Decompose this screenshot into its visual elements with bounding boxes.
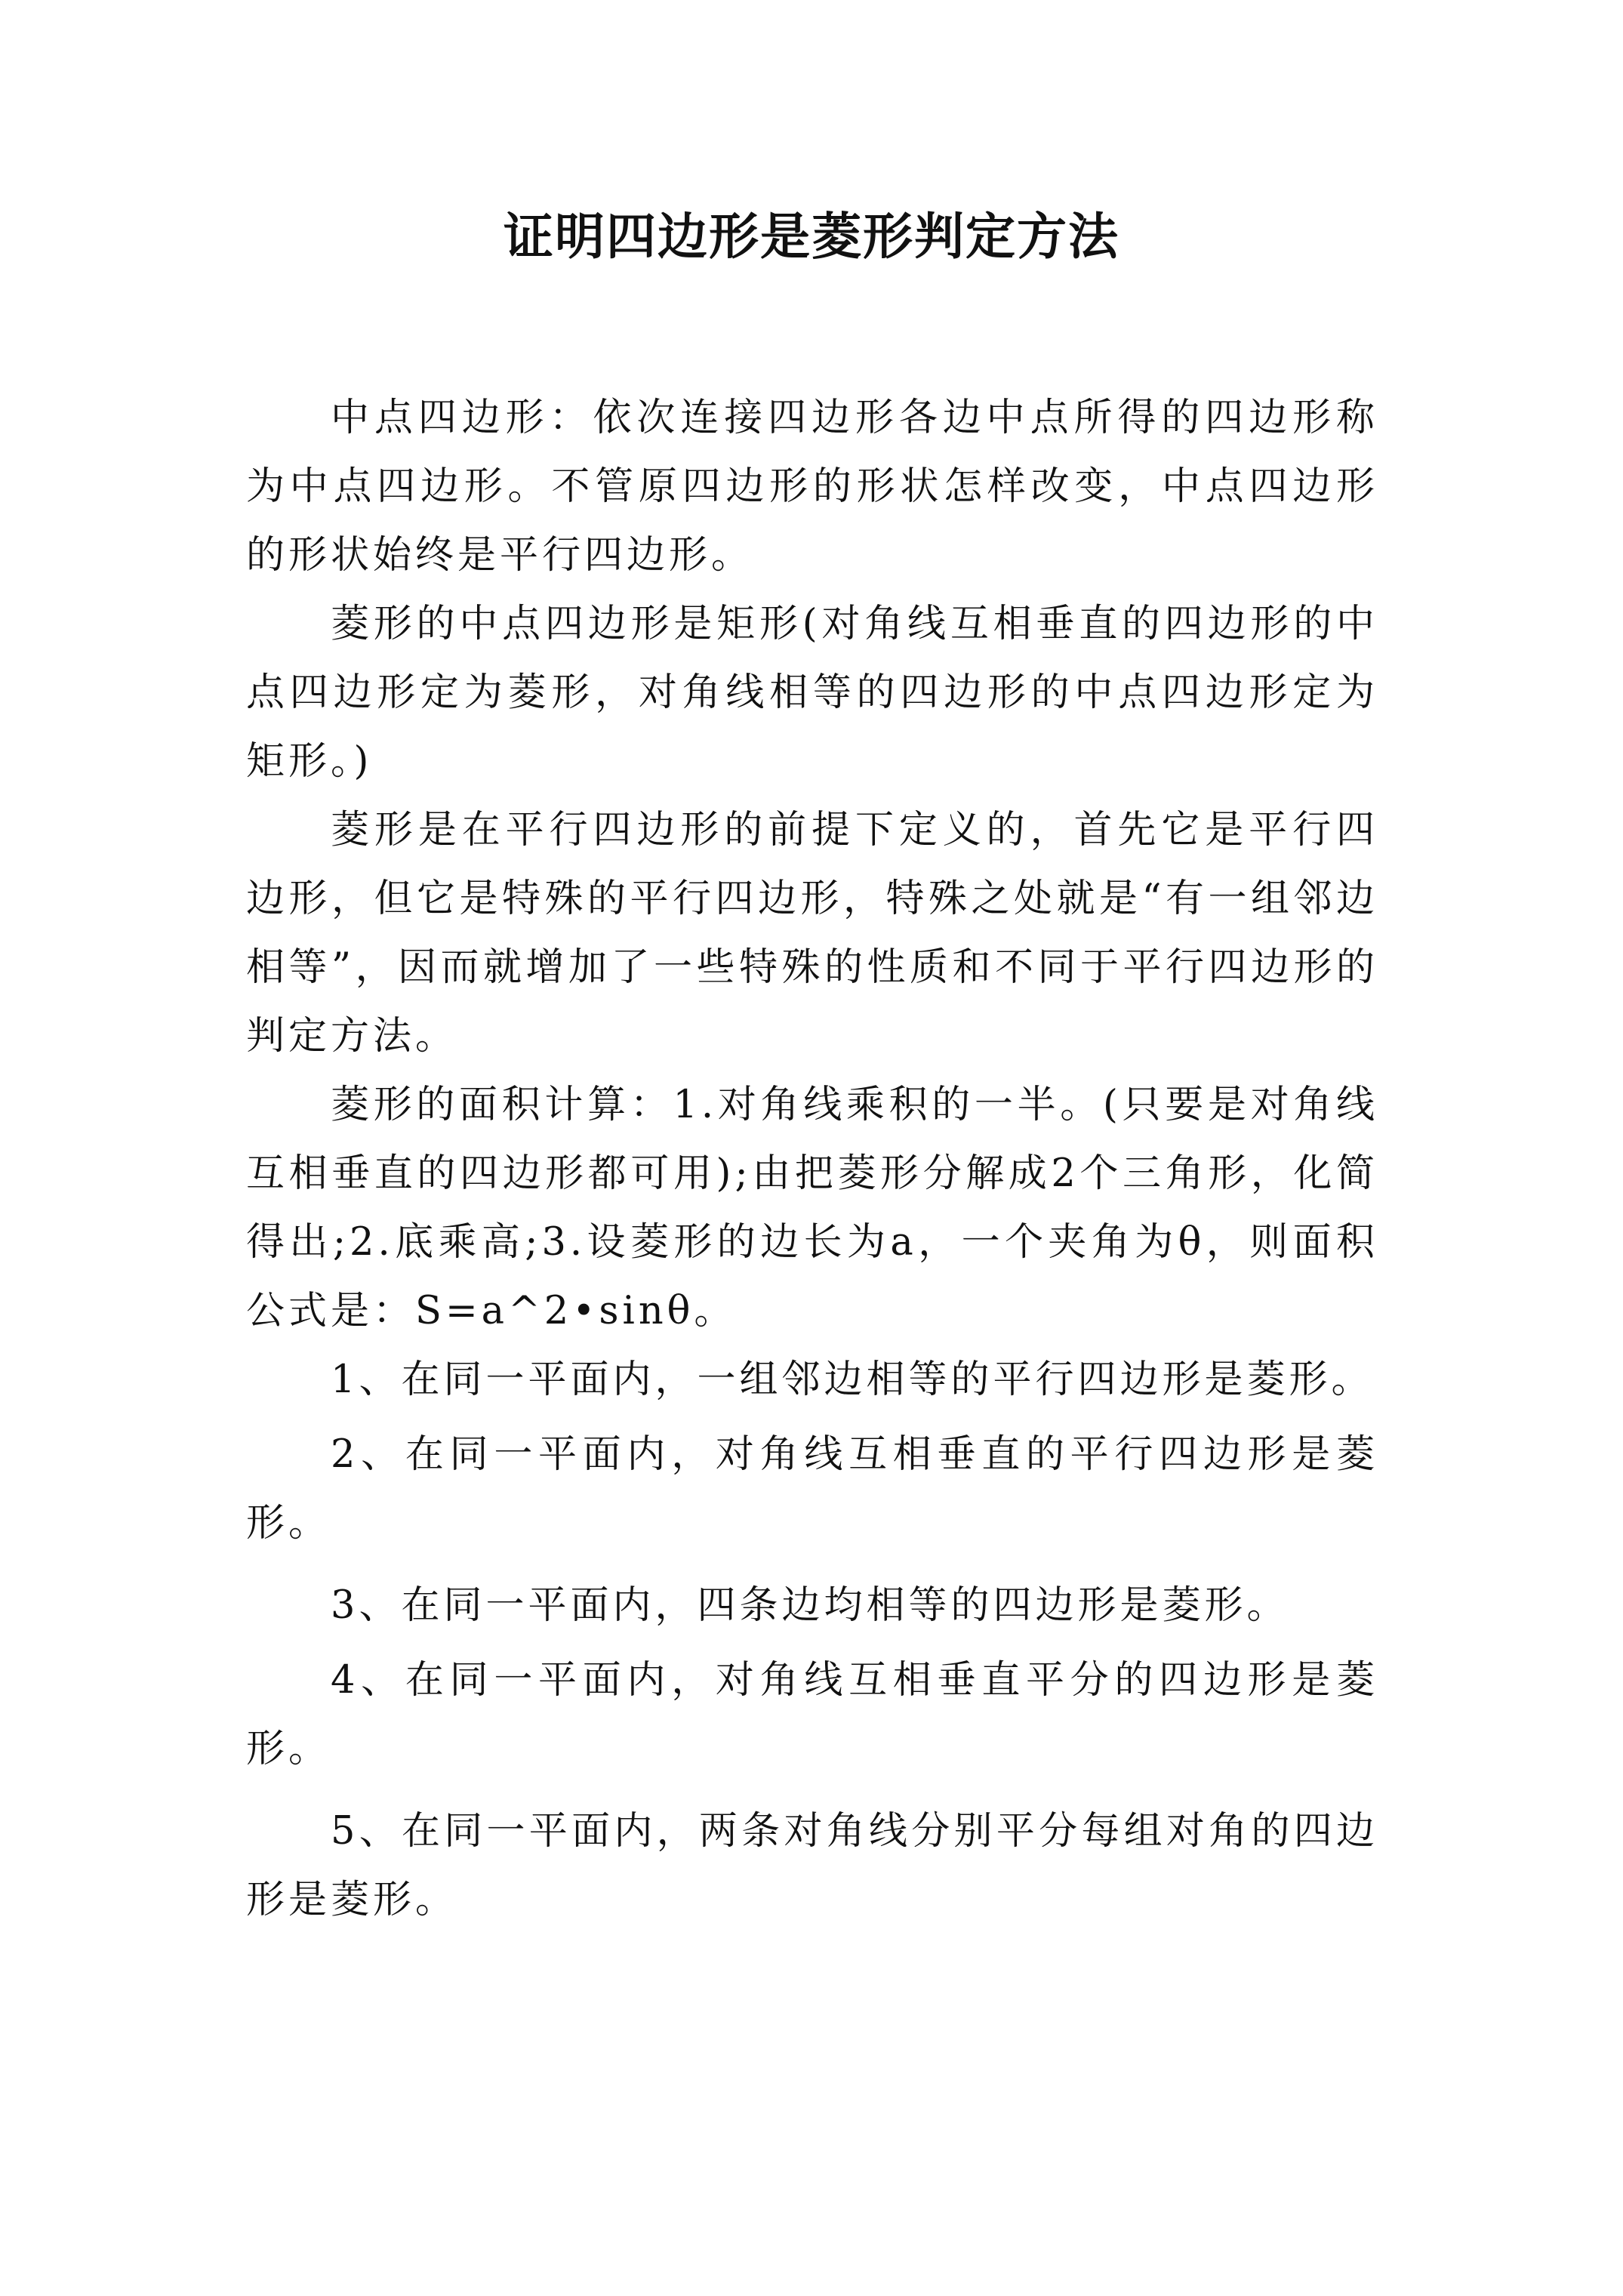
paragraph-rhombus-midpoint: 菱形的中点四边形是矩形(对角线互相垂直的四边形的中点四边形定为菱形，对角线相等的四边形的中点四边形定为矩形。): [246, 602, 1378, 784]
paragraph-rhombus-area: 菱形的面积计算：1.对角线乘积的一半。(只要是对角线互相垂直的四边形都可用);由把菱形分解成2个三角形，化简得出;2.底乘高;3.设菱形的边长为a，一个夹角为θ，则面积公式是：S=a^2•sinθ。: [246, 1083, 1378, 1333]
document-body: [246, 384, 1378, 1934]
method-item-2: 2、在同一平面内，对角线互相垂直的平行四边形是菱形。: [246, 1432, 1378, 1546]
paragraph-rhombus-definition: 菱形是在平行四边形的前提下定义的，首先它是平行四边形，但它是特殊的平行四边形，特殊之处就是“有一组邻边相等”，因而就增加了一些特殊的性质和不同于平行四边形的判定方法。: [246, 808, 1378, 1059]
method-item-4: 4、在同一平面内，对角线互相垂直平分的四边形是菱形。: [246, 1658, 1378, 1771]
method-item-5: 5、在同一平面内，两条对角线分别平分每组对角的四边形是菱形。: [246, 1809, 1378, 1922]
document-title: 证明四边形是菱形判定方法: [504, 207, 1119, 266]
paragraph-midpoint-quadrilateral: 中点四边形：依次连接四边形各边中点所得的四边形称为中点四边形。不管原四边形的形状怎样改变，中点四边形的形状始终是平行四边形。: [246, 396, 1378, 578]
method-item-1: 1、在同一平面内，一组邻边相等的平行四边形是菱形。: [331, 1358, 1374, 1402]
method-item-3: 3、在同一平面内，四条边均相等的四边形是菱形。: [331, 1583, 1289, 1628]
